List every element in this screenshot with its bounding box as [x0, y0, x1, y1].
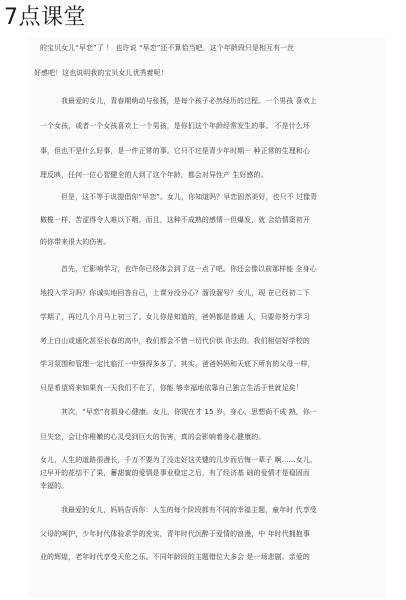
text-line: 考上白山或通化甚至长春的高中，我们都会不惜一切代价供 你去的。我们相信好学校的	[40, 337, 310, 345]
text-line: 我最爱的女儿，青春期萌动与张扬，是每个孩子必然经历的过程。一个男孩 喜欢上	[61, 97, 317, 105]
text-line: 女儿，人生的道路很漫长，千万不要为了没走好这关键的几步而后悔一辈子 啊……女儿，	[40, 456, 317, 464]
text-line: 父母的呵护，少年时代体验求学的充实，青年时代沉醉于爱情的浪漫，中 年时代拥抱事	[40, 530, 310, 538]
text-line: 学习氛围和管理一定比临江一中强得多多了。其实，爸爸妈妈和天底下所有的父母一样，	[40, 360, 315, 368]
text-line: 事，但也不是什么好事，是一件正常的事。它只不过是青少年时期一 种正常的生理和心	[40, 147, 310, 155]
text-line: 橄榄一样，苦涩得令人难以下咽。而且，这种不成熟的感情一但爆发，就 会给情窦初开	[40, 216, 310, 224]
text-line: 我最爱的女儿，妈妈告诉你：人生的每个阶段都有不同的幸福主题，童年时 代享受	[61, 506, 317, 514]
text-line: 的宝贝女儿“早恋”了 ！ 也许说 “早恋”还不算恰当吧，这个年龄段只是相互有一丝	[40, 44, 295, 52]
text-line: 旦失恋，会让你稚嫩的心灵受到巨大的伤害，真的会影响着身心健康的。	[40, 433, 266, 441]
text-line: 学期了，再过几个月马上初三了。女儿你是知道的，爸妈都是普通 人，只要你努力学习	[40, 313, 310, 321]
text-line: 首先，它影响学习，也许你已经体会到了这一点了吧。你还会像以前那样能 全身心	[61, 265, 317, 273]
text-line: 业的辉煌，老年时代享受天伦之乐。不同年龄段的主题错位大多会 是一场悲剧。亲爱的	[40, 553, 310, 561]
text-line: 幸福的。	[40, 482, 69, 490]
text-line: 一个女孩，或者一个女孩喜欢上一个男孩，是你们这个年龄经常发生的事。 不是什么坏	[40, 122, 310, 130]
text-line: 只是希望将来如果有一天我们不在了，你能 够幸福地依靠自己独立生活于世就足矣！	[40, 384, 303, 392]
text-line: 地投入学习吗？你诚实地回答自己，上课分没分心？溜没溜号？女儿，现 在已经初二下	[40, 289, 310, 297]
text-line: 的你带来很大的伤害。	[40, 238, 111, 246]
text-line: 但是，这不等于说提倡你“早恋”。女儿，你知道吗？早恋固然美好，也只不 过像青	[61, 193, 318, 201]
text-line: 理反映，任何一位心智健全的人到了这个年龄，都会对异性产 生好感的。	[40, 171, 268, 179]
text-line: 过早开的花结不了果，蓄甜蜜的爱情是事业稳定之后，有了经济基 础的爱情才是稳固而	[40, 469, 310, 477]
page-title: 7点课堂	[4, 5, 86, 30]
text-line: 好感吧！这也说明我的宝贝女儿优秀着呢！	[34, 69, 168, 77]
text-line: 其次，“早恋”有损身心健康。女儿，你现在才 15 岁，身心、思想尚不成 熟，你一	[61, 408, 317, 416]
